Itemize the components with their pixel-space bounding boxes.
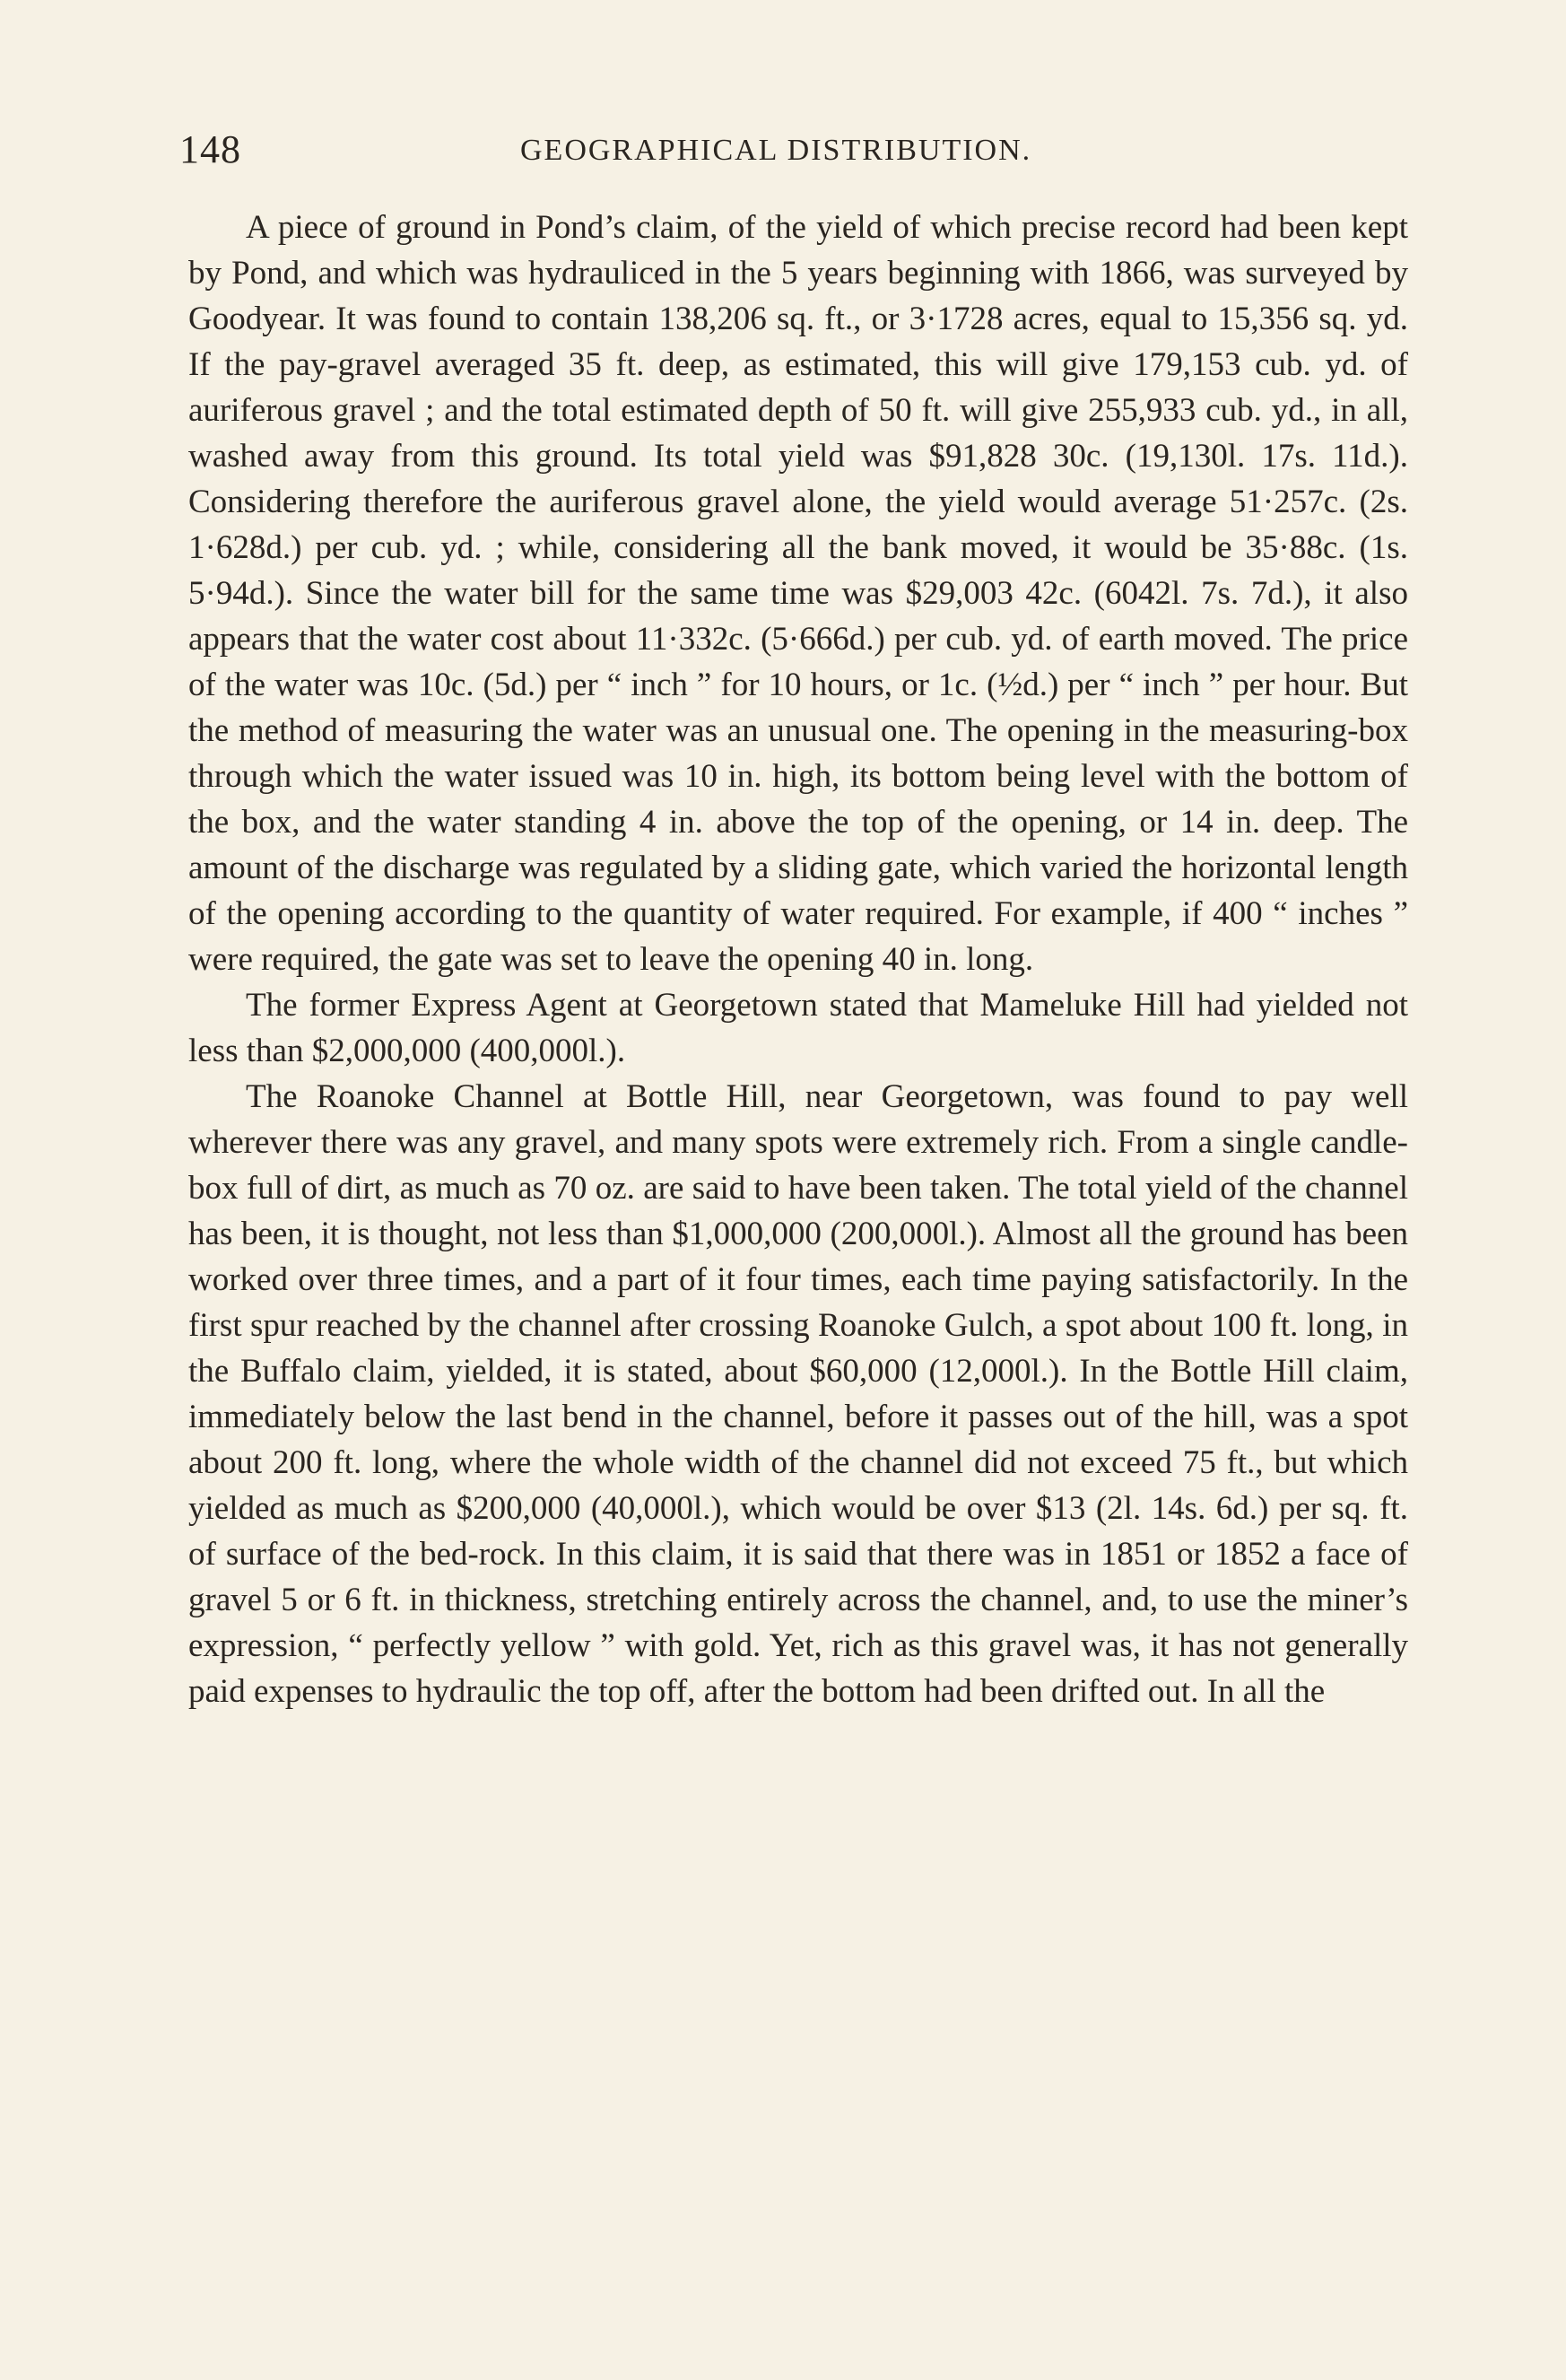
paragraph-mameluke-hill: The former Express Agent at Georgetown stated that Mameluke Hill had yielded not less than $2,000,000 (400,000l.). [188,987,1408,1069]
paragraph-ponds-claim: A piece of ground in Pond’s claim, of the yield of which precise record had been kept by Pond, and which was hydrauliced in the 5 years beginning with 1866, was surveyed by Goodyear. It was found to contain 138,206 sq. ft., or 3·1728 acres, equal to 15,356 sq. yd. If the pay-gravel averaged 35 ft. deep, as estimated, this will give 179,153 cub. yd. of auriferous gravel ; and the total estimated depth of 50 ft. will give 255,933 cub. yd., in all, washed away from this ground. Its total yield was $91,828 30c. (19,130l. 17s. 11d.). Considering therefore the auriferous gravel alone, the yield would average 51·257c. (2s. 1·628d.) per cub. yd. ; while, considering all the bank moved, it would be 35·88c. (1s. 5·94d.). Since the water bill for the same time was $29,003 42c. (6042l. 7s. 7d.), it also appears that the water cost about 11·332c. (5·666d.) per cub. yd. of earth moved. The price of the water was 10c. (5d.) per “ inch ” for 10 hours, or 1c. (½d.) per “ inch ” per hour. But the method of measuring the water was an unusual one. The opening in the measuring-box through which the water issued was 10 in. high, its bottom being level with the bottom of the box, and the water standing 4 in. above the top of the opening, or 14 in. deep. The amount of the discharge was regulated by a sliding gate, which varied the horizontal length of the opening according to the quantity of water required. For example, if 400 “ inches ” were required, the gate was set to leave the opening 40 in. long. [188,209,1408,978]
running-title: GEOGRAPHICAL DISTRIBUTION. [520,134,1032,167]
body-text [188,205,1408,1714]
page-number: 148 [179,127,241,171]
paragraph-roanoke-channel: The Roanoke Channel at Bottle Hill, near Georgetown, was found to pay well wherever there was any gravel, and many spots were extremely rich. From a single candle-box full of dirt, as much as 70 oz. are said to have been taken. The total yield of the channel has been, it is thought, not less than $1,000,000 (200,000l.). Almost all the ground has been worked over three times, and a part of it four times, each time paying satisfactorily. In the first spur reached by the channel after crossing Roanoke Gulch, a spot about 100 ft. long, in the Buffalo claim, yielded, it is stated, about $60,000 (12,000l.). In the Bottle Hill claim, immediately below the last bend in the channel, before it passes out of the hill, was a spot about 200 ft. long, where the whole width of the channel did not exceed 75 ft., but which yielded as much as $200,000 (40,000l.), which would be over $13 (2l. 14s. 6d.) per sq. ft. of surface of the bed-rock. In this claim, it is said that there was in 1851 or 1852 a face of gravel 5 or 6 ft. in thickness, stretching entirely across the channel, and, to use the miner’s expression, “ perfectly yellow ” with gold. Yet, rich as this gravel was, it has not generally paid expenses to hydraulic the top off, after the bottom had been drifted out. In all the [188,1078,1408,1710]
running-head [179,127,1417,172]
